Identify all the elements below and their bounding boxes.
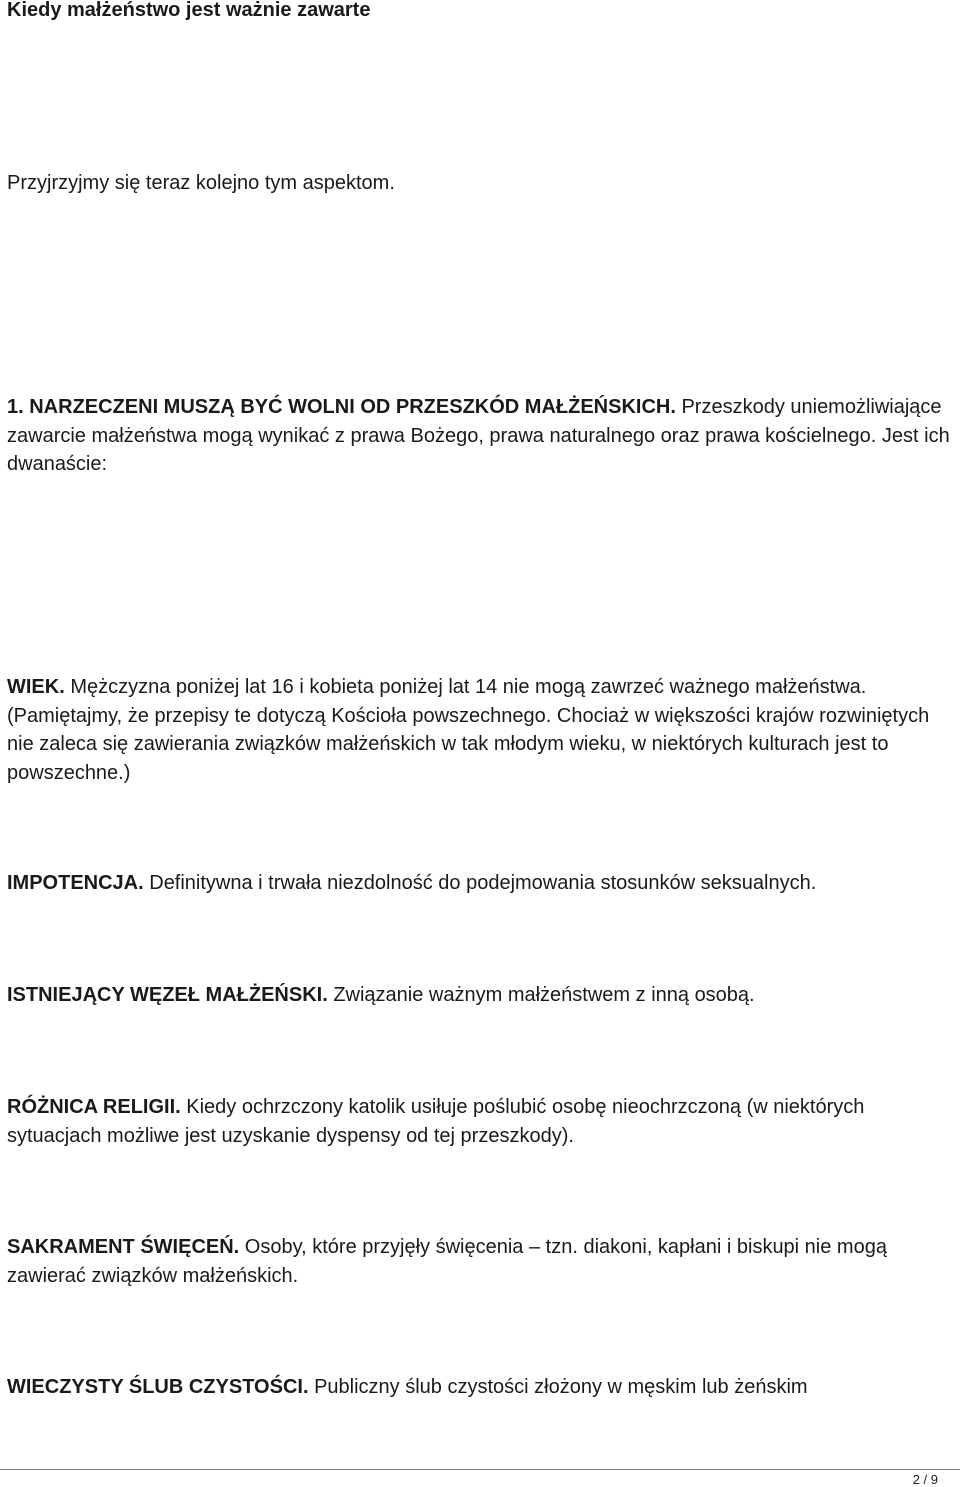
page-title: Kiedy małżeństwo jest ważnie zawarte — [7, 0, 371, 21]
impediment-heading: WIECZYSTY ŚLUB CZYSTOŚCI. — [7, 1376, 309, 1398]
impediment-existing-bond — [7, 981, 954, 1010]
impediment-holy-orders — [7, 1233, 954, 1290]
section-free-from-impediments — [7, 393, 954, 479]
page-number: 2 / 9 — [912, 1472, 938, 1487]
impediment-text: Związanie ważnym małżeństwem z inną osobą. — [327, 984, 755, 1006]
impediment-vow-of-chastity — [7, 1373, 954, 1402]
footer-divider — [0, 1469, 960, 1470]
intro-paragraph: Przyjrzyjmy się teraz kolejno tym aspektom. — [7, 172, 395, 194]
section-text: Przeszkody uniemożliwiające zawarcie małżeństwa mogą wynikać z prawa Bożego, prawa naturalnego oraz prawa kościelnego. Jest ich dwanaście: — [7, 396, 950, 475]
impediment-disparity-of-cult — [7, 1093, 954, 1150]
impediment-impotence — [7, 869, 954, 898]
impediment-heading: SAKRAMENT ŚWIĘCEŃ. — [7, 1236, 240, 1258]
impediment-text: Publiczny ślub czystości złożony w męskim lub żeńskim — [308, 1376, 808, 1398]
section-heading: 1. NARZECZENI MUSZĄ BYĆ WOLNI OD PRZESZKÓD MAŁŻEŃSKICH. — [7, 396, 676, 418]
impediment-heading: ISTNIEJĄCY WĘZEŁ MAŁŻEŃSKI. — [7, 984, 328, 1006]
impediment-text: Mężczyzna poniżej lat 16 i kobieta poniżej lat 14 nie mogą zawrzeć ważnego małżeństwa. (Pamiętajmy, że przepisy te dotyczą Kościoła powszechnego. Chociaż w większości krajów rozwiniętych nie zaleca się zawierania związków małżeńskich w tak młodym wieku, w niektórych kulturach jest to powszechne.) — [7, 676, 930, 784]
impediment-heading: WIEK. — [7, 676, 65, 698]
impediment-text: Kiedy ochrzczony katolik usiłuje poślubić osobę nieochrzczoną (w niektórych sytuacjach możliwe jest uzyskanie dyspensy od tej przeszkody). — [7, 1096, 865, 1147]
impediment-text: Osoby, które przyjęły święcenia – tzn. diakoni, kapłani i biskupi nie mogą zawierać związków małżeńskich. — [7, 1236, 887, 1287]
impediment-text: Definitywna i trwała niezdolność do podejmowania stosunków seksualnych. — [143, 872, 817, 894]
impediment-heading: RÓŻNICA RELIGII. — [7, 1096, 181, 1118]
impediment-heading: IMPOTENCJA. — [7, 872, 144, 894]
impediment-age — [7, 673, 954, 787]
